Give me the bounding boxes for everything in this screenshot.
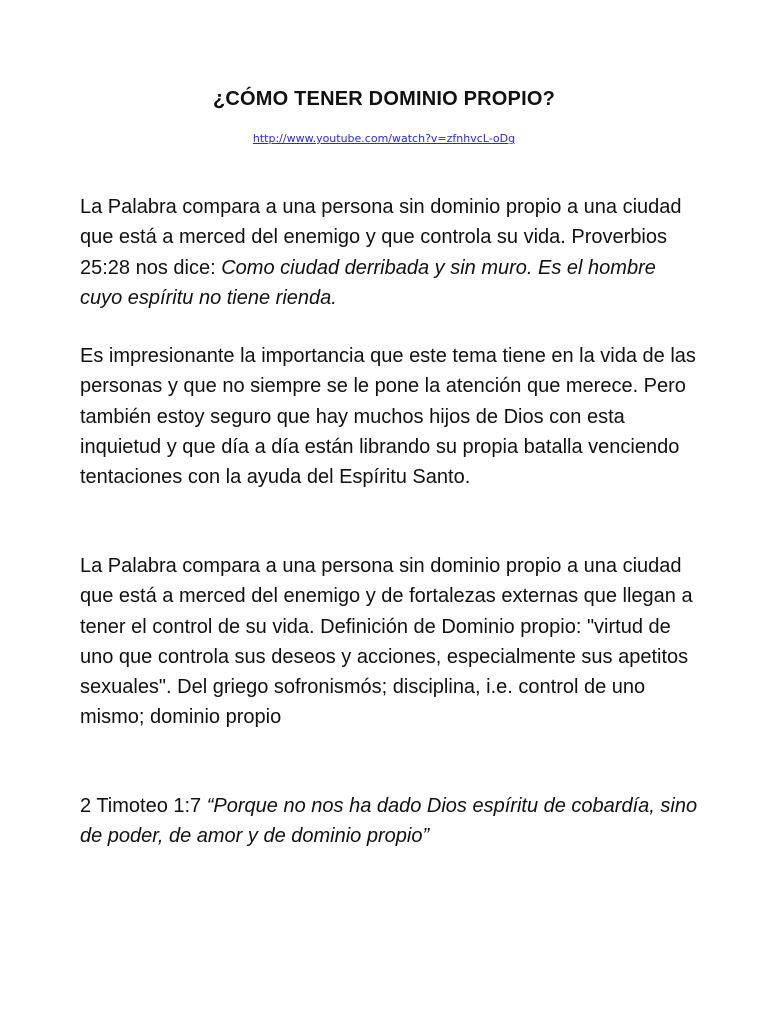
youtube-link[interactable]: http://www.youtube.com/watch?v=zfnhvcL-oDg [252, 132, 516, 145]
paragraph-4-quote: “Porque no nos ha dado Dios espíritu de cobardía, sino de poder, de amor y de dominio propio” [80, 795, 698, 848]
paragraph-2 [80, 341, 700, 492]
paragraph-2-text: Es impresionante la importancia que este tema tiene en la vida de las personas y que no siempre se le pone la atención que merece. Pero también estoy seguro que hay muchos hijos de Dios con esta inquietud y que día a día están librando su propia batalla venciendo tentaciones con la ayuda del Espíritu Santo. [80, 345, 696, 489]
document-title: ¿CÓMO TENER DOMINIO PROPIO? [212, 88, 556, 110]
paragraph-4 [80, 791, 700, 852]
paragraph-3 [80, 551, 700, 733]
paragraph-1-text: La Palabra compara a una persona sin dominio propio a una ciudad que está a merced del enemigo y que controla su vida. Proverbios 25:28 nos dice: [80, 196, 682, 279]
paragraph-4-reference: 2 Timoteo 1:7 [80, 795, 207, 817]
paragraph-1 [80, 192, 700, 313]
paragraph-3-text: La Palabra compara a una persona sin dominio propio a una ciudad que está a merced del enemigo y de fortalezas externas que llegan a tener el control de su vida. Definición de Dominio propio: "virtud de uno que controla sus deseos y acciones, especialmente sus apetitos sexuales". Del griego sofronismós; disciplina, i.e. control de uno mismo; dominio propio [80, 555, 693, 729]
paragraph-1-quote: Como ciudad derribada y sin muro. Es el hombre cuyo espíritu no tiene rienda. [80, 256, 656, 309]
